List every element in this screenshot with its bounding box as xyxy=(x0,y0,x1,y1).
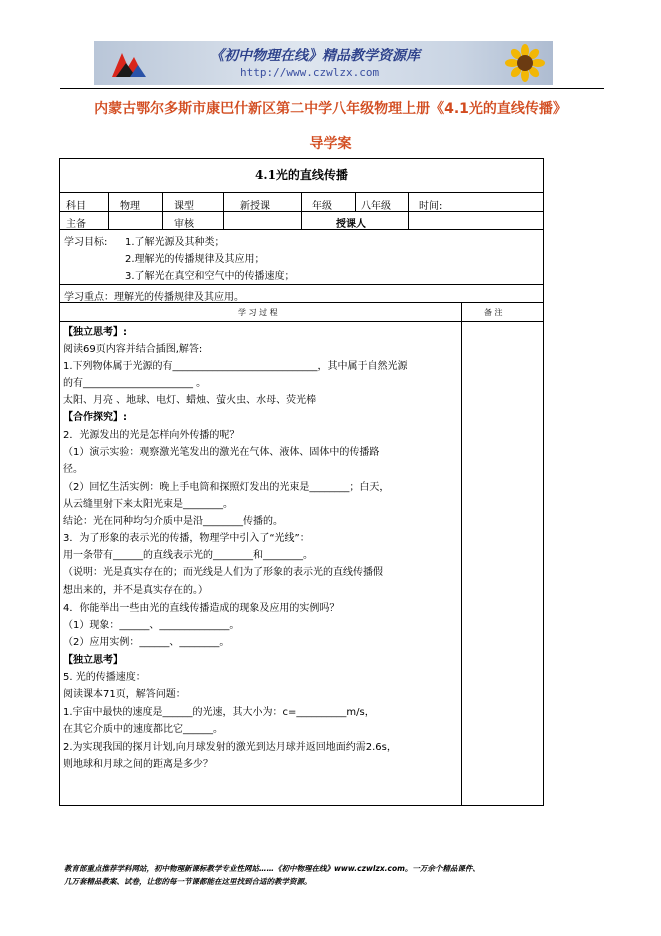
grade-label: 年级 xyxy=(312,201,332,212)
lesson-type-value: 新授课 xyxy=(240,201,270,212)
goals-label: 学习目标: xyxy=(64,237,108,248)
subject-value: 物理 xyxy=(120,201,140,212)
content-line: （1）现象：______、______________。 xyxy=(63,620,240,631)
content-line: 从云缝里射下来太阳光束是________。 xyxy=(63,499,233,510)
content-line: 4．你能举出一些由光的直线传播造成的现象及应用的实例吗？ xyxy=(63,603,340,614)
content-line: 则地球和月球之间的距离是多少？ xyxy=(63,759,213,770)
footer-line: 教育部重点推荐学科网站，初中物理新课标教学专业性网站……《初中物理在线》www.czwlzx.com。一万余个精品课件、 xyxy=(64,864,480,873)
content-line: 1.下列物体属于光源的有_____________________________，其中属于自然光源 xyxy=(63,361,408,372)
document-title: 内蒙古鄂尔多斯市康巴什新区第二中学八年级物理上册《4.1光的直线传播》 xyxy=(94,101,567,117)
col-divider xyxy=(461,302,462,806)
row-divider xyxy=(59,229,544,230)
content-line: 在其它介质中的速度都比它______。 xyxy=(63,724,223,735)
content-line: （2）应用实例：______、________。 xyxy=(63,637,230,648)
time-label: 时间: xyxy=(419,201,443,212)
section-heading: 【独立思考】: xyxy=(63,327,127,338)
teacher-label: 授课人 xyxy=(336,219,366,230)
logo-icon xyxy=(108,47,148,81)
content-line: （1）演示实验：观察激光笔发出的激光在气体、液体、固体中的传播路 xyxy=(63,447,380,458)
content-line: 的有______________________ 。 xyxy=(63,378,207,389)
subject-label: 科目 xyxy=(66,201,86,212)
content-line: 太阳、月亮 、地球、电灯、蜡烛、萤火虫、水母、荧光棒 xyxy=(63,395,317,406)
document-subtitle: 导学案 xyxy=(309,136,352,152)
reviewer-label: 审核 xyxy=(174,219,194,230)
content-line: 径。 xyxy=(63,464,83,475)
row-divider xyxy=(59,284,544,285)
goal-item: 1.了解光源及其种类； xyxy=(125,237,225,248)
content-line: 结论：光在同种均匀介质中是沿________传播的。 xyxy=(63,516,283,527)
notes-header: 备 注 xyxy=(484,308,503,317)
process-header: 学 习 过 程 xyxy=(238,308,278,317)
col-divider xyxy=(108,192,109,229)
grade-value: 八年级 xyxy=(361,201,391,212)
key-point: 学习重点：理解光的传播规律及其应用。 xyxy=(64,292,244,303)
table-title: 4.1光的直线传播 xyxy=(255,168,348,182)
footer-line: 几万套精品教案、试卷，让您的每一节课都能在这里找到合适的教学资源。 xyxy=(64,877,312,886)
content-line: （2）回忆生活实例：晚上手电筒和探照灯发出的光束是________；白天， xyxy=(63,482,390,493)
content-line: 5. 光的传播速度： xyxy=(63,672,146,683)
row-divider xyxy=(59,321,544,322)
content-line: 1.宇宙中最快的速度是______的光速，其大小为：c=__________m/s， xyxy=(63,707,375,718)
content-line: 2.为实现我国的探月计划,向月球发射的激光到达月球并返回地面约需2.6s， xyxy=(63,742,397,753)
content-line: 3．为了形象的表示光的传播，物理学中引入了“光线”： xyxy=(63,533,310,544)
banner-url: http://www.czwlzx.com xyxy=(240,66,380,79)
banner-title: 《初中物理在线》精品教学资源库 xyxy=(210,48,420,64)
header-rule xyxy=(60,88,604,89)
content-line: 阅读课本71页，解答问题： xyxy=(63,689,186,700)
col-divider xyxy=(162,192,163,229)
col-divider xyxy=(301,192,302,229)
content-line: 用一条带有______的直线表示光的________和________。 xyxy=(63,550,313,561)
lesson-type-label: 课型 xyxy=(174,201,194,212)
col-divider xyxy=(408,192,409,229)
col-divider xyxy=(355,192,356,211)
section-heading: 【独立思考】 xyxy=(63,655,123,666)
goal-item: 2.理解光的传播规律及其应用； xyxy=(125,254,265,265)
content-line: 想出来的，并不是真实存在的。） xyxy=(63,585,208,596)
page-footer xyxy=(64,862,604,888)
content-line: （说明：光是真实存在的；而光线是人们为了形象的表示光的直线传播假 xyxy=(63,567,383,578)
col-divider xyxy=(223,192,224,229)
goal-item: 3.了解光在真空和空气中的传播速度； xyxy=(125,271,295,282)
section-heading: 【合作探究】: xyxy=(63,412,127,423)
header-banner xyxy=(94,41,553,85)
content-line: 2．光源发出的光是怎样向外传播的呢？ xyxy=(63,430,240,441)
content-line: 阅读69页内容并结合插图,解答: xyxy=(63,344,203,355)
preparer-label: 主备 xyxy=(66,219,86,230)
sunflower-icon xyxy=(503,43,547,83)
